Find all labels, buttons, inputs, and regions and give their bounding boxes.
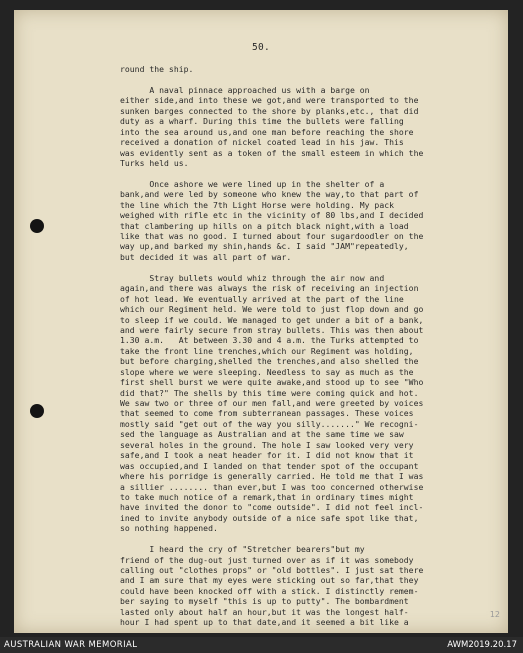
text-line: Once ashore we were lined up in the shelter of a bbox=[120, 178, 385, 189]
text-line: lasted only about half an hour,but it was the longest half- bbox=[120, 606, 409, 617]
archive-footer bbox=[0, 637, 523, 653]
text-line: Turks held us. bbox=[120, 157, 189, 168]
text-line: I heard the cry of "Stretcher bearers"but my bbox=[120, 544, 365, 555]
text-line: 1.30 a.m. At between 3.30 and 4 a.m. the Turks attempted to bbox=[120, 335, 419, 346]
text-line: received a donation of nickel coated lead in his jaw. This bbox=[120, 137, 404, 148]
text-line: where his porridge is generally carried. He told me that I was bbox=[120, 471, 424, 482]
text-line: of hot lead. We eventually arrived at the part of the line bbox=[120, 293, 404, 304]
text-line: like that was no good. I turned about four sugardoodler on the bbox=[120, 231, 424, 241]
text-line: friend of the dug-out just turned over as if it was somebody bbox=[120, 554, 414, 565]
text-line: mostly said "get out of the way you silly......." We recogni- bbox=[120, 418, 419, 429]
text-line: to take much notice of a remark,that in ordinary times might bbox=[120, 491, 414, 502]
punch-hole-top bbox=[30, 219, 44, 233]
text-line: ber saying to myself "this is up to putty". The bombardment bbox=[120, 596, 409, 607]
text-line: the line which the 7th Light Horse were holding. My pack bbox=[120, 199, 394, 210]
archive-name: AUSTRALIAN WAR MEMORIAL bbox=[4, 640, 138, 650]
text-line: ined to invite anybody outside of a nice safe spot like that, bbox=[120, 512, 419, 523]
text-line: into the sea around us,and one man before reaching the shore bbox=[120, 126, 414, 137]
text-line: calling out "clothes props" or "old bottles". I just sat there bbox=[120, 565, 424, 575]
text-line: first shell burst we were quite awake,and stood up to see "Who bbox=[120, 377, 424, 388]
text-line: that clambering up hills on a pitch black night,with a load bbox=[120, 220, 409, 231]
text-line bbox=[120, 262, 500, 272]
text-line: that seemed to come from subterranean passages. These voices bbox=[120, 408, 414, 419]
text-line: which our Regiment held. We were told to just flop down and go bbox=[120, 304, 424, 315]
text-line: again,and there was always the risk of receiving an injection bbox=[120, 283, 419, 294]
text-line: was occupied,and I landed on that tender spot of the occupant bbox=[120, 460, 419, 471]
text-line: but decided it was all part of war. bbox=[120, 251, 292, 262]
text-line: so nothing happened. bbox=[120, 523, 218, 534]
text-line: weighed with rifle etc in the vicinity of 80 lbs,and I decided bbox=[120, 210, 424, 221]
text-line: sunken barges connected to the shore by planks,etc., that did bbox=[120, 105, 419, 116]
text-line: and I am sure that my eyes were sticking out so far,that they bbox=[120, 575, 419, 586]
text-line: round the ship. bbox=[120, 64, 194, 74]
text-line bbox=[120, 168, 500, 178]
text-line: either side,and into these we got,and were transported to the bbox=[120, 95, 419, 106]
text-line: duty as a wharf. During this time the bullets were falling bbox=[120, 116, 404, 127]
page-number: 50. bbox=[251, 42, 271, 53]
text-line: Stray bullets would whiz through the air now and bbox=[120, 272, 385, 283]
text-line: hour I had spent up to that date,and it seemed a bit like a bbox=[120, 617, 409, 628]
text-line: take the front line trenches,which our Regiment was holding, bbox=[120, 345, 414, 356]
text-line: way up,and barked my shin,hands &c. I said "JAM"repeatedly, bbox=[120, 241, 409, 252]
text-line: have invited the donor to "come outside". I did not feel incl- bbox=[120, 502, 424, 513]
text-line: slope where we were sleeping. Needless to say as much as the bbox=[120, 366, 414, 377]
pencil-mark: 12 bbox=[489, 610, 500, 619]
text-line: safe,and I took a neat header for it. I did not know that it bbox=[120, 450, 414, 461]
text-line: and were fairly secure from stray bullets. This was then about bbox=[120, 324, 424, 335]
text-line bbox=[120, 74, 500, 84]
text-line: We saw two or three of our men fall,and were greeted by voices bbox=[120, 398, 424, 408]
text-line: could have been knocked off with a stick. I distinctly remem- bbox=[120, 585, 419, 596]
archive-reference: AWM2019.20.17 bbox=[447, 640, 517, 650]
text-line: several holes in the ground. The hole I saw looked very very bbox=[120, 439, 414, 450]
text-line bbox=[120, 534, 500, 544]
text-line: A naval pinnace approached us with a barge on bbox=[120, 84, 370, 95]
typed-page bbox=[14, 10, 508, 633]
text-line: did that?" The shells by this time were coming quick and hot. bbox=[120, 387, 419, 398]
text-line: a sillier ........ than ever,but I was too concerned otherwise bbox=[120, 481, 424, 492]
text-line: but before charging,shelled the trenches,and also shelled the bbox=[120, 356, 419, 367]
text-line: bank,and were led by someone who knew the way,to that part of bbox=[120, 189, 419, 200]
punch-hole-bottom bbox=[30, 404, 44, 418]
text-line: to sleep if we could. We managed to get under a bit of a bank, bbox=[120, 314, 424, 325]
text-line: was evidently sent as a token of the small esteem in which the bbox=[120, 147, 424, 158]
typed-body bbox=[120, 64, 500, 628]
text-line: sed the language as Australian and at the same time we saw bbox=[120, 429, 404, 440]
